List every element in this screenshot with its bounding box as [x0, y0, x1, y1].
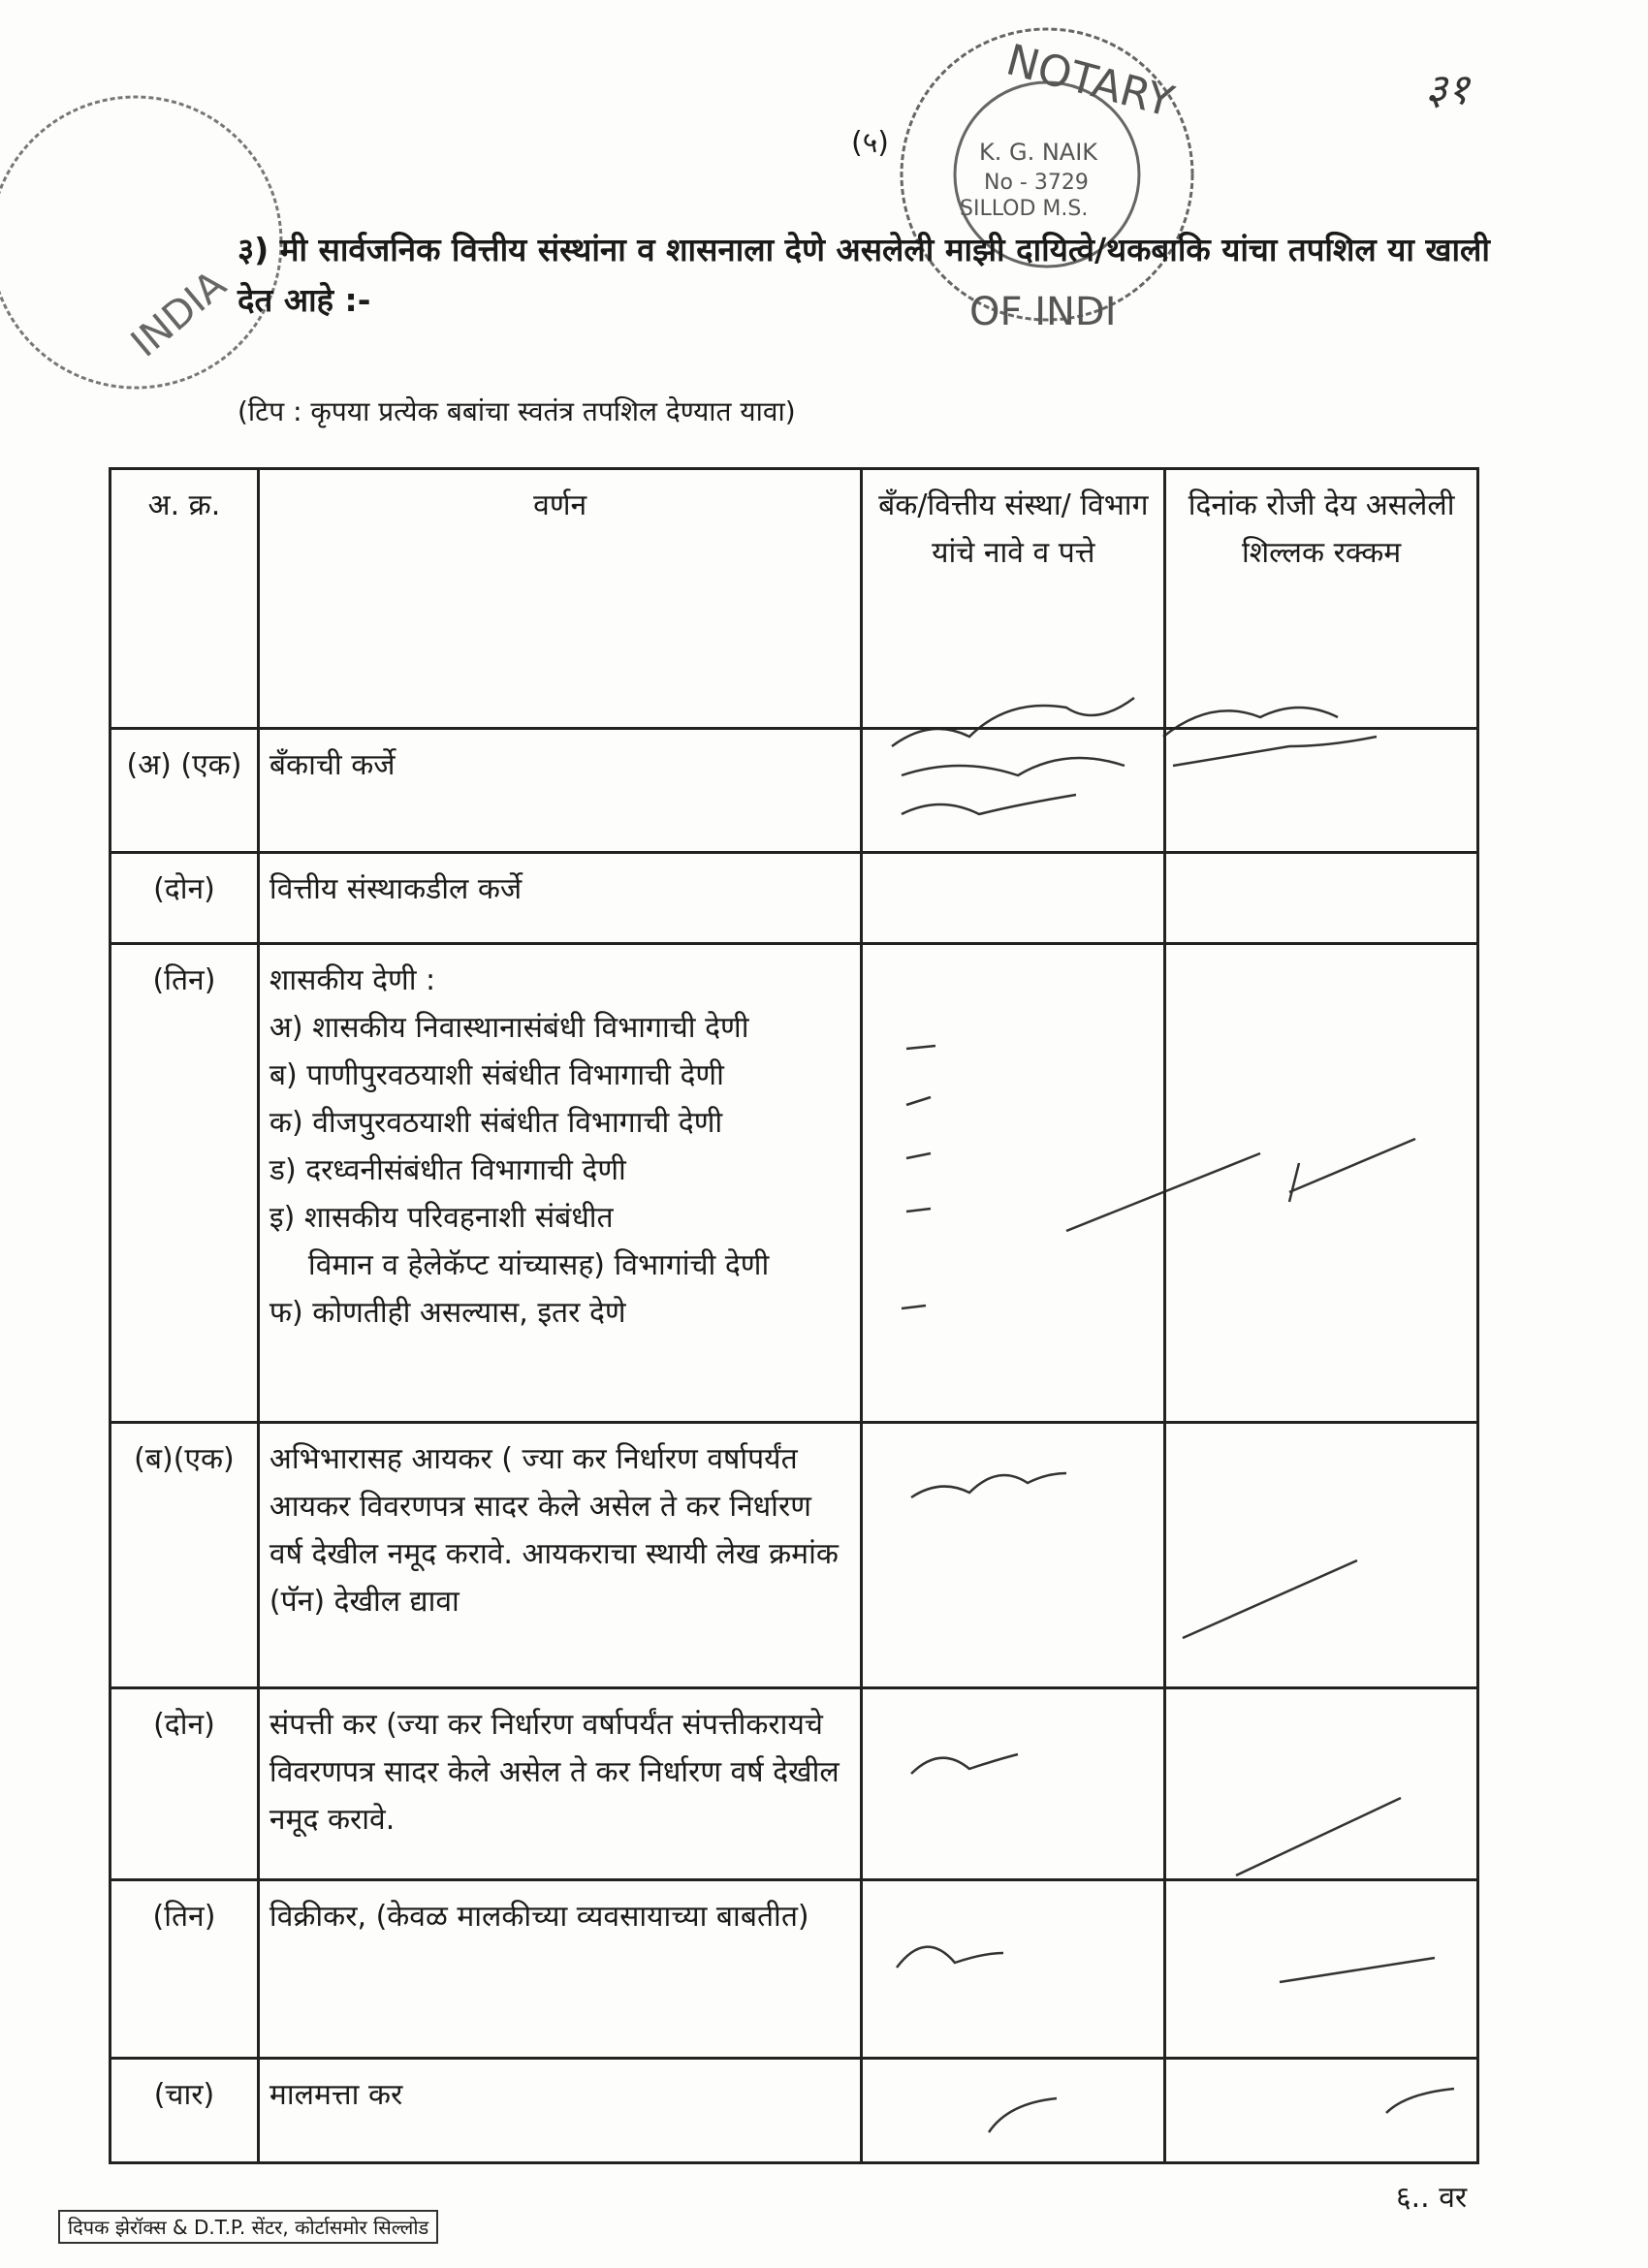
row-description: मालमत्ता कर	[258, 2059, 862, 2163]
row-number: (दोन)	[111, 1688, 259, 1880]
desc-line: इ) शासकीय परिवहनाशी संबंधीत	[269, 1201, 614, 1235]
table-row	[111, 1423, 1478, 1688]
balance-cell	[1165, 2059, 1478, 2163]
institution-cell	[862, 944, 1165, 1423]
desc-line: फ) कोणतीही असल्यास, इतर देणे	[269, 1296, 626, 1330]
row-description: वित्तीय संस्थाकडील कर्जे	[258, 853, 862, 944]
svg-text:SILLOD M.S.: SILLOD M.S.	[960, 197, 1089, 221]
header-institution: बँक/वित्तीय संस्था/ विभाग यांचे नावे व पत्ते	[862, 469, 1165, 729]
table-row	[111, 944, 1478, 1423]
intro-paragraph	[238, 225, 1527, 326]
row-number: (तिन)	[111, 1880, 259, 2059]
row-number: (चार)	[111, 2059, 259, 2163]
row-description: अभिभारासह आयकर ( ज्या कर निर्धारण वर्षापर्यंत आयकर विवरणपत्र सादर केले असेल ते कर निर्धारण वर्ष देखील नमूद करावे. आयकराचा स्थायी लेख क्रमांक (पॅन) देखील द्यावा	[258, 1423, 862, 1688]
row-description: बँकाची कर्जे	[258, 729, 862, 853]
svg-text:OF INDI: OF INDI	[969, 290, 1117, 334]
institution-cell	[862, 2059, 1165, 2163]
desc-line: क) वीजपुरवठयाशी संबंधीत विभागाची देणी	[269, 1106, 723, 1140]
intro-note: (टिप : कृपया प्रत्येक बबांचा स्वतंत्र तपशिल देण्यात यावा)	[238, 395, 796, 427]
desc-line: ड) दरध्वनीसंबंधीत विभागाची देणी	[269, 1153, 626, 1187]
table-header-row	[111, 469, 1478, 729]
balance-cell	[1165, 729, 1478, 853]
balance-cell	[1165, 1423, 1478, 1688]
table-row	[111, 1688, 1478, 1880]
row-number: (दोन)	[111, 853, 259, 944]
printer-credit: दिपक झेरॉक्स & D.T.P. सेंटर, कोर्टासमोर सिल्लोड	[58, 2210, 438, 2244]
row-number: (तिन)	[111, 944, 259, 1423]
institution-cell	[862, 1423, 1165, 1688]
row-number: (ब)(एक)	[111, 1423, 259, 1688]
section-mark: (५)	[851, 126, 890, 160]
balance-cell	[1165, 1880, 1478, 2059]
table-row	[111, 853, 1478, 944]
balance-cell	[1165, 1688, 1478, 1880]
svg-text:K. G. NAIK: K. G. NAIK	[979, 139, 1098, 166]
row-number: (अ) (एक)	[111, 729, 259, 853]
institution-cell	[862, 853, 1165, 944]
institution-cell	[862, 1688, 1165, 1880]
intro-number: ३)	[238, 231, 269, 268]
table-row	[111, 2059, 1478, 2163]
balance-cell	[1165, 944, 1478, 1423]
row-description: संपत्ती कर (ज्या कर निर्धारण वर्षापर्यंत संपत्तीकरायचे विवरणपत्र सादर केले असेल ते कर निर्धारण वर्ष देखील नमूद करावे.	[258, 1688, 862, 1880]
table-row	[111, 729, 1478, 853]
institution-cell	[862, 1880, 1165, 2059]
svg-text:INDIA: INDIA	[122, 262, 235, 366]
svg-text:No - 3729: No - 3729	[984, 171, 1089, 195]
desc-line: शासकीय देणी :	[269, 963, 436, 997]
desc-line: अ) शासकीय निवास्थानासंबंधी विभागाची देणी	[269, 1011, 749, 1045]
liabilities-table	[109, 467, 1479, 2164]
table-row	[111, 1880, 1478, 2059]
institution-cell	[862, 729, 1165, 853]
continued-note: ६.. वर	[1396, 2181, 1468, 2215]
handwritten-page-number: ३१	[1425, 65, 1470, 114]
row-description: विक्रीकर, (केवळ मालकीच्या व्यवसायाच्या बाबतीत)	[258, 1880, 862, 2059]
header-description: वर्णन	[258, 469, 862, 729]
balance-cell	[1165, 853, 1478, 944]
intro-text: मी सार्वजनिक वित्तीय संस्थांना व शासनाला देणे असलेली माझी दायित्वे/थकबाकि यांचा तपशिल या खाली देत आहे :-	[238, 231, 1490, 319]
desc-line: ब) पाणीपुरवठयाशी संबंधीत विभागाची देणी	[269, 1058, 724, 1092]
desc-line: विमान व हेलेकॅप्ट यांच्यासह) विभागांची देणी	[307, 1248, 770, 1282]
header-balance: दिनांक रोजी देय असलेली शिल्लक रक्कम	[1165, 469, 1478, 729]
header-serial: अ. क्र.	[111, 469, 259, 729]
svg-text:NOTARY: NOTARY	[1000, 35, 1179, 128]
row-description	[258, 944, 862, 1423]
